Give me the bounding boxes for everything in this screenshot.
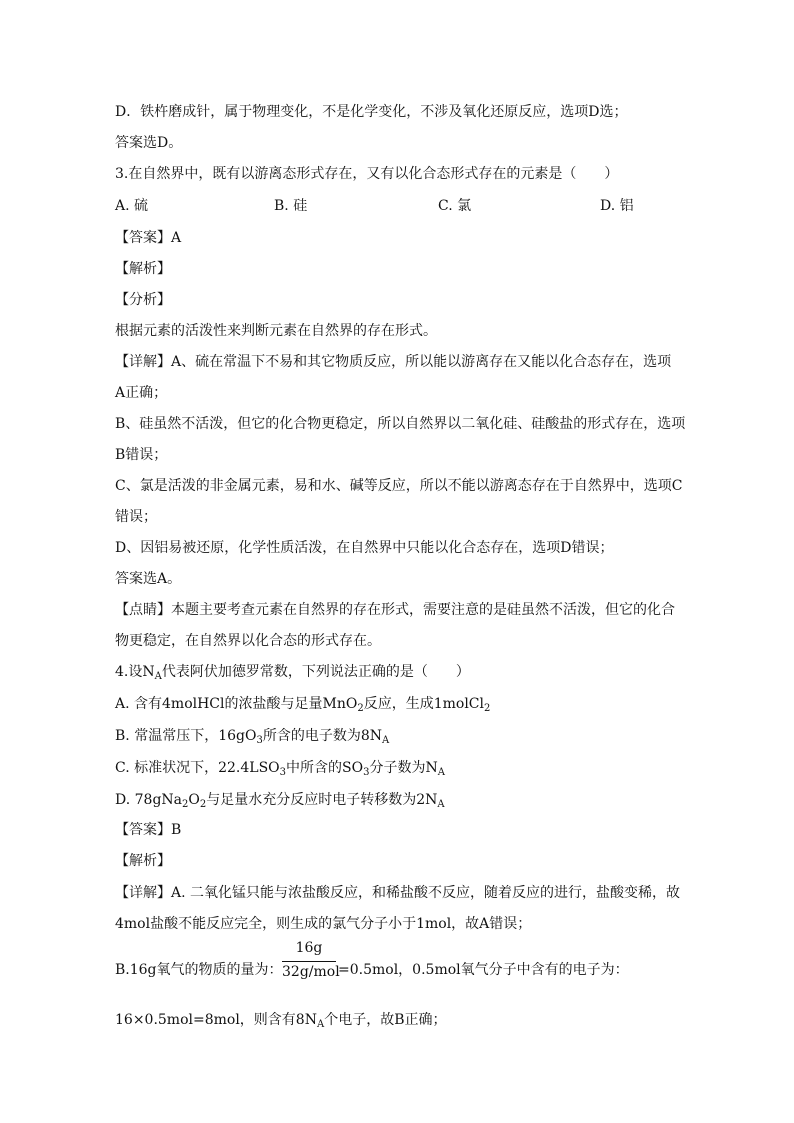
detail-tag: 【详解】 [115, 354, 171, 370]
fraction-denominator: 32g/mol [282, 964, 340, 980]
fraction-numerator: 16g [295, 940, 323, 956]
q4-opt-b-sub: A [382, 735, 390, 746]
fraction-formula [282, 940, 340, 986]
q4-analysis-tag: 【解析】 [115, 853, 171, 869]
q4-opt-b-sub: 3 [256, 735, 263, 746]
q4-answer [115, 820, 181, 840]
q4-detail-b-post: =0.5mol，0.5mol氧气分子中含有的电子为： [338, 962, 629, 978]
answer-value: A [171, 230, 182, 246]
q4-detail-b-result [115, 1010, 447, 1030]
q3-analysis-tag: 【解析】 [115, 261, 171, 277]
q3-detail-c-cont: 错误； [115, 509, 157, 525]
q4-opt-d-part: O [188, 792, 200, 808]
q4-opt-a-part: A. 含有4molHCl的浓盐酸与足量MnO [115, 696, 358, 712]
q3-comment-cont: 物更稳定，在自然界以化合态的形式存在。 [115, 633, 381, 649]
answer-value: B [171, 822, 182, 838]
q3-fenxi-text: 根据元素的活泼性来判断元素在自然界的存在形式。 [115, 323, 437, 339]
q3-option-c: C. 氯 [438, 198, 472, 214]
q4-opt-c-sub: A [437, 767, 445, 778]
answer-tag: 【答案】 [115, 822, 171, 838]
q3-answer-line: 答案选A。 [115, 571, 182, 587]
q3-detail-a [115, 352, 671, 372]
q3-comment [115, 600, 675, 620]
q4-detail-b2-part: 个电子，故B正确； [324, 1012, 447, 1028]
q3-detail-d: D、因铝易被还原，化学性质活泼，在自然界中只能以化合态存在，选项D错误； [115, 540, 614, 556]
q4-option-c [115, 758, 445, 778]
detail-tag: 【详解】 [115, 885, 171, 901]
fraction-bar [282, 961, 336, 962]
q4-opt-c-sub: 3 [279, 767, 287, 778]
q3-detail-a-cont: A正确； [115, 385, 168, 401]
q3-stem: 3.在自然界中，既有以游离态形式存在，又有以化合态形式存在的元素是（ ） [115, 166, 619, 182]
q4-detail-b-pre: B.16g氧气的物质的量为： [115, 962, 283, 978]
q4-opt-c-part: C. 标准状况下，22.4LSO [115, 760, 280, 776]
q4-option-d [115, 790, 445, 810]
q3-detail-b: B、硅虽然不活泼，但它的化合物更稳定，所以自然界以二氧化硅、硅酸盐的形式存在，选项 [115, 416, 686, 432]
q4-detail-b2-part: 16×0.5mol=8mol，则含有8N [115, 1012, 317, 1028]
q4-opt-a-part: 反应，生成1molCl [363, 696, 484, 712]
detail-text: A. 二氧化锰只能与浓盐酸反应，和稀盐酸不反应，随着反应的进行，盐酸变稀，故 [171, 885, 681, 901]
q4-opt-c-sub: 3 [363, 767, 370, 778]
q3-option-d: D. 铝 [600, 198, 634, 214]
q4-opt-c-part: 中所含的SO [286, 760, 364, 776]
q4-opt-a-sub: 2 [357, 703, 364, 714]
q4-stem [115, 662, 470, 682]
q4-opt-d-sub: 2 [182, 799, 189, 810]
q4-detail-a [115, 883, 680, 903]
q4-stem-pre: 4.设N [115, 664, 155, 680]
q3-option-b: B. 硅 [274, 198, 308, 214]
q3-detail-c: C、氯是活泼的非金属元素，易和水、碱等反应，所以不能以游离态存在于自然界中，选项C [115, 478, 683, 494]
comment-text: 本题主要考查元素在自然界的存在形式，需要注意的是硅虽然不活泼，但它的化合 [171, 602, 675, 618]
q4-option-a [115, 694, 490, 714]
q4-opt-b-part: B. 常温常压下，16gO [115, 728, 257, 744]
q4-opt-c-part: 分子数为N [369, 760, 438, 776]
q4-detail-a-cont: 4mol盐酸不能反应完全，则生成的氯气分子小于1mol，故A错误； [115, 916, 532, 932]
q4-stem-sub: A [154, 671, 162, 682]
q4-stem-post: 代表阿伏加德罗常数，下列说法正确的是（ ） [161, 664, 470, 680]
q4-opt-d-part: D. 78gNa [115, 792, 182, 808]
q4-opt-a-sub: 2 [483, 703, 491, 714]
comment-tag: 【点睛】 [115, 602, 171, 618]
q3-option-a: A. 硫 [115, 198, 149, 214]
q2-option-d-explanation: D．铁杵磨成针，属于物理变化，不是化学变化，不涉及氧化还原反应，选项D选； [115, 104, 628, 120]
q4-detail-b2-sub: A [316, 1019, 325, 1030]
q4-opt-d-part: 与足量水充分反应时电子转移数为2N [206, 792, 438, 808]
q4-option-b [115, 726, 389, 746]
q4-opt-d-sub: 2 [199, 799, 207, 810]
q3-detail-b-cont: B错误； [115, 447, 168, 463]
q4-opt-d-sub: A [437, 799, 445, 810]
q4-opt-b-part: 所含的电子数为8N [262, 728, 382, 744]
q2-answer-line: 答案选D。 [115, 135, 183, 151]
q3-answer [115, 228, 181, 248]
detail-text: A、硫在常温下不易和其它物质反应，所以能以游离存在又能以化合态存在，选项 [171, 354, 672, 370]
q3-fenxi-tag: 【分析】 [115, 292, 171, 308]
answer-tag: 【答案】 [115, 230, 171, 246]
